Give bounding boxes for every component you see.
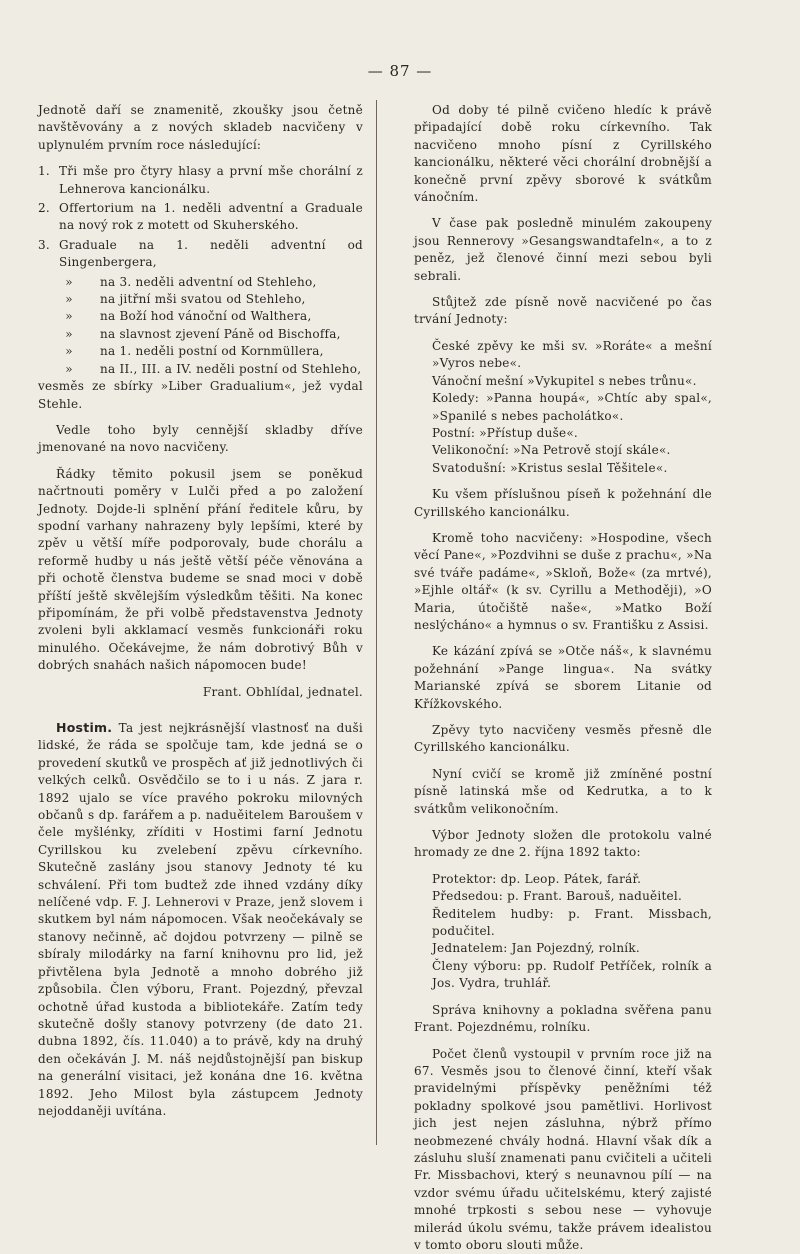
paragraph-vedle: Vedle toho byly cennější skladby dříve jmenované na novo nacvičeny. — [38, 422, 363, 457]
signature: Frant. Obhlídal, jednatel. — [38, 684, 363, 701]
paragraph: Nyní cvičí se kromě již zmíněné postní písně latinská mše od Kedrutka, a to k svátkům velikonočním. — [414, 766, 712, 818]
list-item: Ředitelem hudby: p. Frant. Missbach, podučitel. — [432, 906, 712, 941]
hostim-text: Ta jest nejkrásnější vlastnosť na duši lidské, že ráda se spolčuje tam, kde jedná se o provedení skutků ve prospěch ať již jednotlivých či velkých celků. Osvědčilo se to i u nás. Z jara r. 1892 ujalo se více pravého pokroku milovných občanů s dp. farářem a p. naduěitelem Baroušem v čele myšlénky, zříditi v Hostimi farní Jednotu Cyrillskou ku zvelebení zpěvu církevního. Skutečně zaslány jsou stanovy Jednoty té ku schválení. Při tom budtež zde ihned vzdány díky nelíčené vdp. F. J. Lehnerovi v Praze, jenž slovem i skutkem byl nám nápomocen. Však neočekávaly se stanovy nečinně, ač dojdou potvrzeny — pilně se sbíraly milodárky na farní knihovnu pro lid, jež přivtělena byla Jednotě a mnoho dobrého již způsobila. Člen výboru, Frant. Pojezdný, převzal ochotně úřad kustoda a bibliotekáře. Zatím tedy skutečně došly stanovy potvrzeny (de dato 21. dubna 1892, čís. 11.040) a to právě, kdy na druhý den očekáván J. M. náš nejdůstojnější pan biskup na generální visitaci, jež konána dne 16. května 1892. Jeho Milost byla zástupcem Jednoty nejoddaněji uvítána. — [38, 721, 363, 1118]
list-item: » na jitřní mši svatou od Stehleho, — [38, 291, 363, 308]
paragraph: Správa knihovny a pokladna svěřena panu Frant. Pojezdnému, rolníku. — [414, 1002, 712, 1037]
paragraph: V čase pak posledně minulém zakoupeny jsou Rennerovy »Gesangswandtafeln«, a to z peněz, jež členové činní mezi sebou byli sebrali. — [414, 215, 712, 285]
paragraph: Ke kázání zpívá se »Otče náš«, k slavnému požehnání »Pange lingua«. Na svátky Marianské zpívá se sborem Litanie od Křížkovského. — [414, 643, 712, 713]
committee-list — [414, 871, 712, 993]
list-item: Protektor: dp. Leop. Pátek, farář. — [432, 871, 712, 888]
list-item: » na 1. neděli postní od Kornmüllera, — [38, 343, 363, 360]
list-item: » na II., III. a IV. neděli postní od Stehleho, — [38, 361, 363, 378]
hostim-paragraph — [38, 719, 363, 1120]
list-item: Svatodušní: »Kristus seslal Těšitele«. — [432, 460, 712, 477]
column-divider — [376, 100, 377, 1145]
list-item: 1. Tři mše pro čtyry hlasy a první mše chorální z Lehnerova kancionálku. — [38, 163, 363, 198]
repertoire-list — [38, 163, 363, 271]
list-item: Koledy: »Panna houpá«, »Chtíc aby spal«, »Spanilé s nebes pacholátko«. — [432, 390, 712, 425]
list-item: Členy výboru: pp. Rudolf Petříček, rolník a Jos. Vydra, truhlář. — [432, 958, 712, 993]
list-item: Vánoční mešní »Vykupitel s nebes trůnu«. — [432, 373, 712, 390]
paragraph-radky: Řádky těmito pokusil jsem se poněkud načrtnouti poměry v Lulči před a po založení Jednoty. Dojde-li splnění přání ředitele kůru, by spodní varhany nahrazeny byly lepšími, které by zpěv u větší míře podporovaly, bude chorálu a reformě hudby u nás ještě větší péče věnována a při ochotě členstva budeme se snad moci v době příští ještě skvělejším výsledkům těšiti. Na konec připomínám, že při volbě představenstva Jednoty zvoleni byli akklamací vesměs funkcionáři roku minulého. Očekávejme, že nám dobrotivý Bůh v dobrých snahách našich nápomocen bude! — [38, 466, 363, 675]
paragraph: Kromě toho nacvičeny: »Hospodine, všech věcí Pane«, »Pozdvihni se duše z prachu«, »Na své tváře padáme«, »Skloň, Bože« (za mrtvé), »Ejhle oltář« (k sv. Cyrillu a Methoději), »O Maria, útočiště naše«, »Matko Boží neslýcháno« a hymnus o sv. Františku z Assisi. — [414, 530, 712, 634]
list-item: » na Boží hod vánoční od Walthera, — [38, 308, 363, 325]
list-item: Postní: »Přístup duše«. — [432, 425, 712, 442]
hostim-heading: Hostim. — [56, 720, 112, 735]
paragraph: Výbor Jednoty složen dle protokolu valné hromady ze dne 2. října 1892 takto: — [414, 827, 712, 862]
list-item: Velikonoční: »Na Petrově stojí skále«. — [432, 442, 712, 459]
list-item: » na slavnost zjevení Páně od Bischoffa, — [38, 326, 363, 343]
list-item: Předsedou: p. Frant. Barouš, naduěitel. — [432, 888, 712, 905]
paragraph: Od doby té pilně cvičeno hledíc k právě připadající době roku církevního. Tak nacvičeno mnoho písní z Cyrillského kancionálku, některé věci chorální drobnější a konečně první zpěvy sborové k svátkům vánočním. — [414, 102, 712, 206]
graduale-sublist — [38, 274, 363, 378]
page-number: — 87 — — [0, 62, 800, 80]
paragraph: Ku všem příslušnou píseň k požehnání dle Cyrillského kancionálku. — [414, 486, 712, 521]
right-column — [414, 102, 712, 1254]
list-item: 2. Offertorium na 1. neděli adventní a Graduale na nový rok z motett od Skuherského. — [38, 200, 363, 235]
intro-paragraph: Jednotě daří se znamenitě, zkoušky jsou četně navštěvovány a z nových skladeb nacvičeny v uplynulém prvním roce následující: — [38, 102, 363, 154]
paragraph: Počet členů vystoupil v prvním roce již na 67. Vesměs jsou to členové činní, kteří však pravidelnými příspěvky peněžními též pokladny spolkové jsou pamětlivi. Horlivost jich jest nejen zásluhna, nýbrž přímo neobmezené chvály hodná. Hlavní však dík a zásluhu sluší znamenati panu cvičiteli a učiteli Fr. Missbachovi, který s neunavnou pílí — na vzdor svému úřadu učitelskému, který zajisté mnohé trpkosti s sebou nese — vyhovuje milerád úkolu svému, takže právem idealistou v tomto oboru slouti může. — [414, 1046, 712, 1254]
list-item: České zpěvy ke mši sv. »Roráte« a mešní »Vyros nebe«. — [432, 338, 712, 373]
paragraph: Stůjtež zde písně nově nacvičené po čas trvání Jednoty: — [414, 294, 712, 329]
list-item: 3. Graduale na 1. neděli adventní od Singenbergera, — [38, 237, 363, 272]
list-item: » na 3. neděli adventní od Stehleho, — [38, 274, 363, 291]
left-column — [38, 102, 363, 1120]
paragraph: Zpěvy tyto nacvičeny vesměs přesně dle Cyrillského kancionálku. — [414, 722, 712, 757]
list-item: Jednatelem: Jan Pojezdný, rolník. — [432, 940, 712, 957]
after-list-text: vesměs ze sbírky »Liber Gradualium«, jež vydal Stehle. — [38, 378, 363, 413]
songs-list — [414, 338, 712, 477]
